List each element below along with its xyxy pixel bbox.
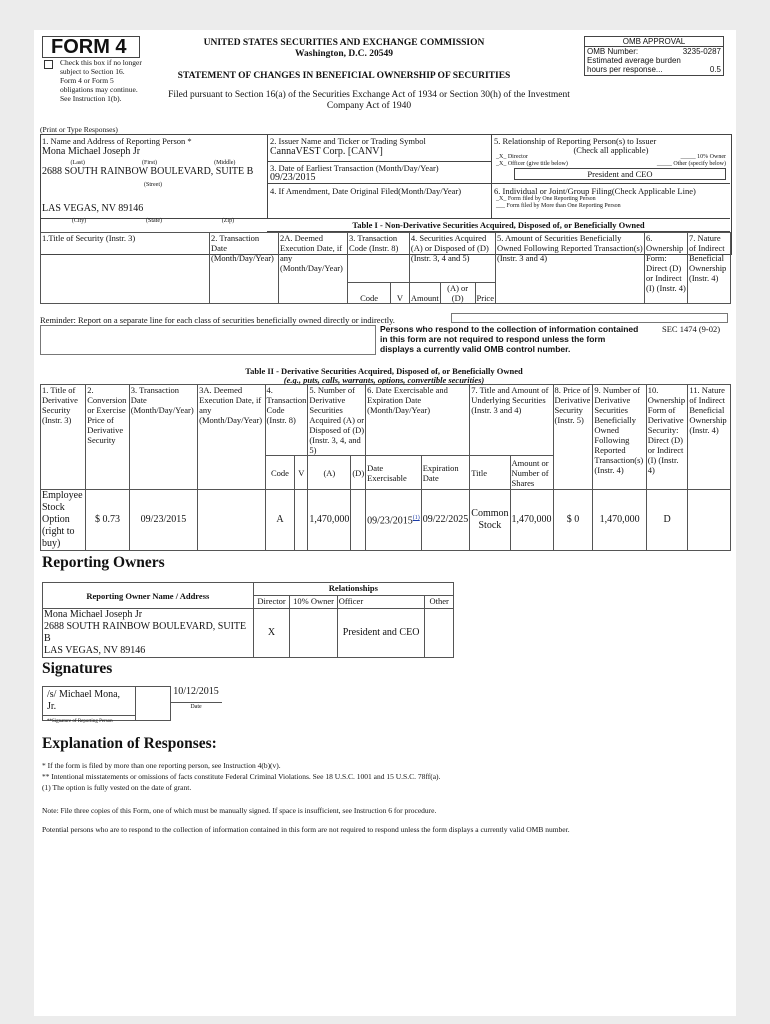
owner-name-header: Reporting Owner Name / Address xyxy=(43,583,254,609)
t1-col5: 4. Securities Acquired (A) or Disposed of (D) (Instr. 3, 4 and 5) xyxy=(409,233,495,283)
t2-title: Title xyxy=(470,456,510,490)
footnote-link[interactable]: (1) xyxy=(412,515,420,522)
t1-col3: 2A. Deemed Execution Date, if any (Month/Day/Year) xyxy=(279,233,348,304)
statement-title: STATEMENT OF CHANGES IN BENEFICIAL OWNERSHIP OF SECURITIES xyxy=(177,71,511,81)
box5-sub: (Check all applicable) xyxy=(573,145,649,155)
box2-label: 2. Issuer Name and Ticker or Trading Symbol xyxy=(270,136,426,146)
t2-v: V xyxy=(295,456,308,490)
section-16-checkbox-area xyxy=(42,58,142,103)
t1-code: Code xyxy=(348,283,391,304)
t2-expiration: Expiration Date xyxy=(421,456,470,490)
row-indirect xyxy=(688,490,731,551)
officer-option: _X_ Officer (give title below) xyxy=(496,161,568,167)
last-label: (Last) xyxy=(70,160,85,166)
signature-label: **Signature of Reporting Person xyxy=(47,719,113,724)
omb-hours-label: hours per response... xyxy=(587,65,663,74)
t2-col6: 6. Date Exercisable and Expiration Date (Month/Day/Year) xyxy=(366,385,470,456)
reporting-owners-table xyxy=(42,582,454,658)
ten-percent-option: _____ 10% Owner xyxy=(680,154,726,160)
omb-number-label: OMB Number: xyxy=(587,47,639,56)
street-label: (Street) xyxy=(144,182,162,188)
issuer-name: CannaVEST Corp. [CANV] xyxy=(270,146,383,157)
multi-person-option: ___ Form filed by More than One Reporting Person xyxy=(496,203,621,209)
row-security-title: Employee Stock Option (right to buy) xyxy=(41,490,86,551)
t2-a: (A) xyxy=(308,456,351,490)
filed-pursuant: Filed pursuant to Section 16(a) of the Securities Exchange Act of 1934 or Section 30(h) of the Investment Company Act of 1940 xyxy=(168,90,570,111)
form-title-box xyxy=(42,36,140,58)
t2-col10: 10. Ownership Form of Derivative Security: Direct (D) or Indirect (I) (Instr. 4) xyxy=(646,385,688,490)
t2-amount-shares: Amount or Number of Shares xyxy=(510,456,553,490)
t1-col1: 1.Title of Security (Instr. 3) xyxy=(41,233,210,304)
row-disposed xyxy=(351,490,366,551)
t1-col6: 5. Amount of Securities Beneficially Owned Following Reported Transaction(s) (Instr. 3 and 4) xyxy=(496,233,645,304)
omb-approval-title: OMB APPROVAL xyxy=(585,37,723,47)
table-1 xyxy=(40,232,731,304)
officer-title: President and CEO xyxy=(514,168,726,180)
t1-aord: (A) or (D) xyxy=(440,283,475,304)
t2-col3a: 3A. Deemed Execution Date, if any (Month/Day/Year) xyxy=(198,385,265,490)
t1-col2: 2. Transaction Date (Month/Day/Year) xyxy=(210,233,279,304)
table2-title: Table II - Derivative Securities Acquired, Disposed of, or Beneficially Owned xyxy=(245,366,523,376)
t1-price: Price xyxy=(475,283,496,304)
director-header: Director xyxy=(253,596,290,609)
form-title: FORM 4 xyxy=(51,36,127,58)
row-code: A xyxy=(265,490,295,551)
owner-officer-title: President and CEO xyxy=(337,609,425,658)
signature-date: 10/12/2015 xyxy=(173,686,219,697)
table-row xyxy=(43,609,454,658)
reminder-text: Reminder: Report on a separate line for each class of securities beneficially owned directly or indirectly. xyxy=(40,315,395,325)
box4-label: 4. If Amendment, Date Original Filed(Month/Day/Year) xyxy=(270,186,462,196)
signatures-heading: Signatures xyxy=(42,660,113,677)
print-type-note: (Print or Type Responses) xyxy=(40,125,118,134)
row-underlying-amount: 1,470,000 xyxy=(510,490,553,551)
officer-header: Officer xyxy=(337,596,425,609)
section-16-note: Check this box if no longer subject to Section 16. Form 4 or Form 5 obligations may continue. See Instruction 1(b). xyxy=(60,58,142,103)
t2-col9: 9. Number of Derivative Securities Beneficially Owned Following Reported Transaction(s) (Instr. 4) xyxy=(593,385,646,490)
signature-name: /s/ Michael Mona, Jr. xyxy=(43,687,135,716)
omb-approval-box xyxy=(584,36,724,76)
row-deemed-date xyxy=(198,490,265,551)
reporting-city: LAS VEGAS, NV 89146 xyxy=(42,203,144,214)
row-price: $ 0 xyxy=(553,490,593,551)
state-label: (State) xyxy=(145,218,162,224)
row-v xyxy=(295,490,308,551)
owner-street: 2688 SOUTH RAINBOW BOULEVARD, SUITE B xyxy=(44,621,247,644)
omb-hours: 0.5 xyxy=(709,65,721,74)
owner-name: Mona Michael Joseph Jr xyxy=(44,609,143,620)
row-acquired: 1,470,000 xyxy=(308,490,351,551)
t2-code: Code xyxy=(265,456,295,490)
form-4-document xyxy=(34,30,736,1016)
reporting-person-name: Mona Michael Joseph Jr xyxy=(42,146,141,157)
city-label: (City) xyxy=(71,218,87,224)
t1-col4: 3. Transaction Code (Instr. 8) xyxy=(348,233,410,283)
box1-label: 1. Name and Address of Reporting Person * xyxy=(42,136,192,146)
t1-col8: 7. Nature of Indirect Beneficial Ownership (Instr. 4) xyxy=(688,233,731,304)
t2-col3: 3. Transaction Date (Month/Day/Year) xyxy=(129,385,197,490)
row-conversion-price: $ 0.73 xyxy=(86,490,130,551)
owner-director: X xyxy=(253,609,290,658)
file-copies-note: Note: File three copies of this Form, one of which must be manually signed. If space is insufficient, see Instruction 6 for procedure. xyxy=(42,806,437,815)
table1-title: Table I - Non-Derivative Securities Acquired, Disposed of, or Beneficially Owned xyxy=(352,220,645,230)
potential-persons-note: Potential persons who are to respond to the collection of information contained in this form are not required to respond unless the form displays a currently valid OMB number. xyxy=(42,825,570,834)
one-person-option: _X_ Form filed by One Reporting Person xyxy=(496,196,596,202)
t2-col1: 1. Title of Derivative Security (Instr. 3) xyxy=(41,385,86,490)
box3-label: 3. Date of Earliest Transaction (Month/Day/Year) xyxy=(270,163,439,173)
relationships-header: Relationships xyxy=(253,583,453,596)
t1-v: V xyxy=(391,283,410,304)
row-transaction-date: 09/23/2015 xyxy=(129,490,197,551)
row-underlying-title: Common Stock xyxy=(470,490,510,551)
other-option: _____ Other (specify below) xyxy=(656,161,726,167)
reporting-street: 2688 SOUTH RAINBOW BOULEVARD, SUITE B xyxy=(42,166,254,177)
omb-burden-label: Estimated average burden xyxy=(587,56,681,65)
section-16-checkbox[interactable] xyxy=(44,60,53,69)
t2-d: (D) xyxy=(351,456,366,490)
t1-amount: Amount xyxy=(409,283,440,304)
zip-label: (Zip) xyxy=(221,218,235,224)
explanation-note-1: * If the form is filed by more than one reporting person, see Instruction 4(b)(v). xyxy=(42,761,281,770)
row-date-exercisable: 09/23/2015$^{(1)}$ xyxy=(366,490,422,551)
t2-col2: 2. Conversion or Exercise Price of Derivative Security xyxy=(86,385,130,490)
box5-label: 5. Relationship of Reporting Person(s) to Issuer xyxy=(494,136,657,146)
t1-col7: 6. Ownership Form: Direct (D) or Indirect (I) (Instr. 4) xyxy=(645,233,688,304)
agency-name: UNITED STATES SECURITIES AND EXCHANGE COMMISSION xyxy=(203,38,485,48)
t2-col8: 8. Price of Derivative Security (Instr. 5) xyxy=(553,385,593,490)
table-2 xyxy=(40,384,731,551)
t2-col4: 4. Transaction Code (Instr. 8) xyxy=(265,385,308,456)
table2-subtitle: (e.g., puts, calls, warrants, options, convertible securities) xyxy=(283,375,485,385)
omb-number: 3235-0287 xyxy=(682,47,721,56)
director-option: _X_ Director xyxy=(496,154,528,160)
owner-city: LAS VEGAS, NV 89146 xyxy=(44,645,146,656)
row-expiration: 09/22/2025 xyxy=(421,490,470,551)
reporting-owners-heading: Reporting Owners xyxy=(42,554,165,571)
explanation-note-3: (1) The option is fully vested on the date of grant. xyxy=(42,783,192,792)
first-label: (First) xyxy=(141,160,157,166)
row-ownership-form: D xyxy=(646,490,688,551)
table-row xyxy=(41,490,731,551)
sec-number: SEC 1474 (9-02) xyxy=(662,324,721,334)
other-header: Other xyxy=(425,596,454,609)
agency-location: Washington, D.C. 20549 xyxy=(295,49,393,59)
respond-notice: Persons who respond to the collection of information contained in this form are not required to respond unless the form displays a currently valid OMB control number. xyxy=(380,324,639,354)
explanation-note-2: ** Intentional misstatements or omissions of facts constitute Federal Criminal Violations. See 18 U.S.C. 1001 and 15 U.S.C. 78ff(a). xyxy=(42,772,441,781)
explanation-heading: Explanation of Responses: xyxy=(42,735,217,752)
row-owned: 1,470,000 xyxy=(593,490,646,551)
middle-label: (Middle) xyxy=(214,160,236,166)
earliest-transaction-date: 09/23/2015 xyxy=(270,172,316,183)
t2-col5: 5. Number of Derivative Securities Acquired (A) or Disposed of (D) (Instr. 3, 4, and 5) xyxy=(309,385,365,455)
t2-col7: 7. Title and Amount of Underlying Securities (Instr. 3 and 4) xyxy=(470,385,553,456)
ten-percent-header: 10% Owner xyxy=(290,596,337,609)
date-label: Date xyxy=(190,704,202,710)
t2-date-exercisable: Date Exercisable xyxy=(366,456,422,490)
box6-label: 6. Individual or Joint/Group Filing(Check Applicable Line) xyxy=(494,186,696,196)
t2-col11: 11. Nature of Indirect Beneficial Ownership (Instr. 4) xyxy=(688,385,731,490)
